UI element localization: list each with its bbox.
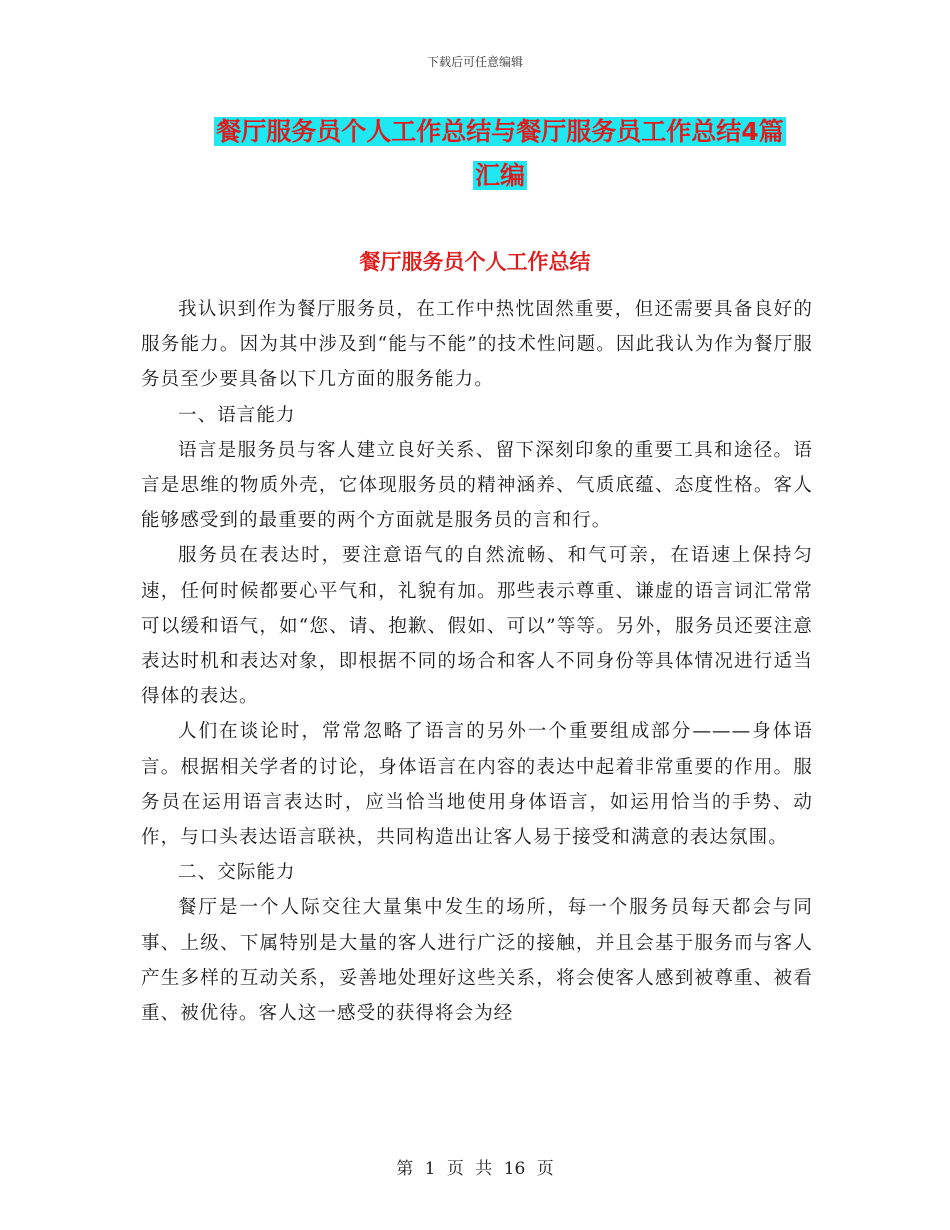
header-note: 下载后可任意编辑	[426, 55, 523, 69]
document-title-line-1: 餐厅服务员个人工作总结与餐厅服务员工作总结4篇	[216, 117, 784, 146]
paragraph-body-language: 人们在谈论时，常常忽略了语言的另外一个重要组成部分———身体语言。根据相关学者的讨论，身体语言在内容的表达中起着非常重要的作用。服务员在运用语言表达时，应当恰当地使用身体语言，如运用恰当的手势、动作，与口头表达语言联袂，共同构造出让客人易于接受和满意的表达氛围。	[141, 721, 813, 849]
heading-language-ability: 一、语言能力	[178, 404, 296, 426]
paragraph-intro: 我认识到作为餐厅服务员，在工作中热忱固然重要，但还需要具备良好的服务能力。因为其中涉及到“能与不能”的技术性问题。因此我认为作为餐厅服务员至少要具备以下几方面的服务能力。	[141, 299, 813, 391]
paragraph-restaurant-interaction: 餐厅是一个人际交往大量集中发生的场所，每一个服务员每天都会与同事、上级、下属特别是大量的客人进行广泛的接触，并且会基于服务而与客人产生多样的互动关系，妥善地处理好这些关系，将会使客人感到被尊重、被看重、被优待。客人这一感受的获得将会为经	[141, 897, 813, 1025]
document-body	[141, 292, 813, 1031]
paragraph-expression-tone: 服务员在表达时，要注意语气的自然流畅、和气可亲，在语速上保持匀速，任何时候都要心平气和，礼貌有加。那些表示尊重、谦虚的语言词汇常常可以缓和语气，如“您、请、抱歉、假如、可以”等等。另外，服务员还要注意表达时机和表达对象，即根据不同的场合和客人不同身份等具体情况进行适当得体的表达。	[141, 545, 813, 708]
document-title-line-2: 汇编	[474, 161, 525, 190]
section-title: 餐厅服务员个人工作总结	[359, 250, 591, 274]
heading-social-ability: 二、交际能力	[178, 862, 296, 884]
page-number-footer: 第 1 页 共 16 页	[396, 1159, 554, 1179]
paragraph-language-tool: 语言是服务员与客人建立良好关系、留下深刻印象的重要工具和途径。语言是思维的物质外壳，它体现服务员的精神涵养、气质底蕴、态度性格。客人能够感受到的最重要的两个方面就是服务员的言和行。	[141, 439, 813, 532]
document-title	[180, 110, 820, 198]
